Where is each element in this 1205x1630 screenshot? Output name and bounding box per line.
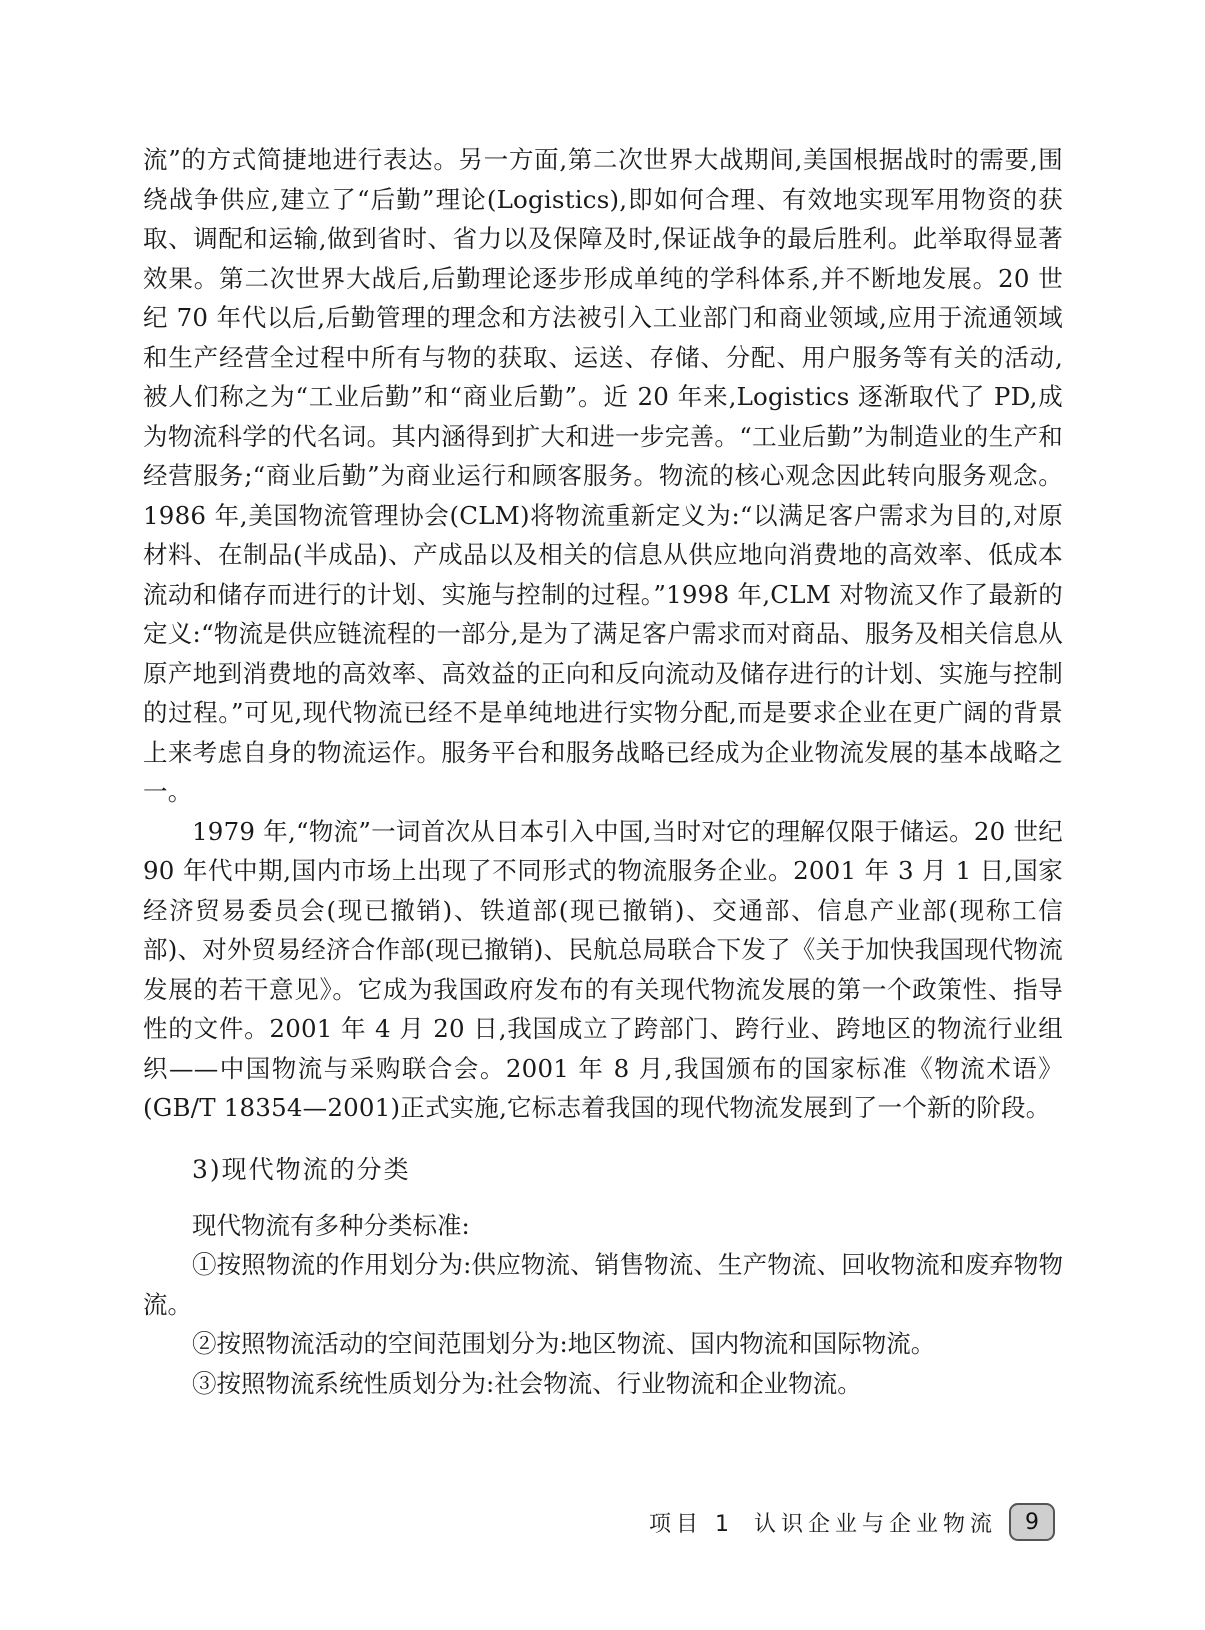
page-number: 9 — [1025, 1509, 1039, 1535]
list-item-2: ②按照物流活动的空间范围划分为:地区物流、国内物流和国际物流。 — [192, 1329, 936, 1358]
section-heading: 3)现代物流的分类 — [192, 1154, 411, 1184]
list-item-3: ③按照物流系统性质划分为:社会物流、行业物流和企业物流。 — [192, 1368, 862, 1398]
list-item-1: ①按照物流的作用划分为:供应物流、销售物流、生产物流、回收物流和废弃物物流。 — [143, 1250, 1063, 1319]
list-intro: 现代物流有多种分类标准: — [192, 1210, 470, 1240]
body-paragraph-1: 流”的方式简捷地进行表达。另一方面,第二次世界大战期间,美国根据战时的需要,围绕战争供应,建立了“后勤”理论(Logistics),即如何合理、有效地实现军用物资的获取、调配和运输,做到省时、省力以及保障及时,保证战争的最后胜利。此举取得显著效果。第二次世界大战后,后勤理论逐步形成单纯的学科体系,并不断地发展。20 世纪 70 年代以后,后勤管理的理念和方法被引入工业部门和商业领域,应用于流通领域和生产经营全过程中所有与物的获取、运送、存储、分配、用户服务等有关的活动,被人们称之为“工业后勤”和“商业后勤”。近 20 年来,Logistics 逐渐取代了 PD,成为物流科学的代名词。其内涵得到扩大和进一步完善。“工业后勤”为制造业的生产和经营服务;“商业后勤”为商业运行和顾客服务。物流的核心观念因此转向服务观念。1986 年,美国物流管理协会(CLM)将物流重新定义为:“以满足客户需求为目的,对原材料、在制品(半成品)、产成品以及相关的信息从供应地向消费地的高效率、低成本流动和储存而进行的计划、实施与控制的过程。”1998 年,CLM 对物流又作了最新的定义:“物流是供应链流程的一部分,是为了满足客户需求而对商品、服务及相关信息从原产地到消费地的高效率、高效益的正向和反向流动及储存进行的计划、实施与控制的过程。”可见,现代物流已经不是单纯地进行实物分配,而是要求企业在更广阔的背景上来考虑自身的物流运作。服务平台和服务战略已经成为企业物流发展的基本战略之一。 — [143, 145, 1063, 806]
body-paragraph-2: 1979 年,“物流”一词首次从日本引入中国,当时对它的理解仅限于储运。20 世纪 90 年代中期,国内市场上出现了不同形式的物流服务企业。2001 年 3 月 1 日,国家经济贸易委员会(现已撤销)、铁道部(现已撤销)、交通部、信息产业部(现称工信部)、对外贸易经济合作部(现已撤销)、民航总局联合下发了《关于加快我国现代物流发展的若干意见》。它成为我国政府发布的有关现代物流发展的第一个政策性、指导性的文件。2001 年 4 月 20 日,我国成立了跨部门、跨行业、跨地区的物流行业组织——中国物流与采购联合会。2001 年 8 月,我国颁布的国家标准《物流术语》(GB/T 18354—2001)正式实施,它标志着我国的现代物流发展到了一个新的阶段。 — [143, 816, 1063, 1122]
page-footer — [649, 1502, 1055, 1542]
footer-title: 认识企业与企业物流 — [753, 1511, 997, 1537]
page-number-badge — [1009, 1503, 1055, 1541]
page-body — [143, 140, 1063, 1403]
footer-chapter: 项目 1 — [648, 1511, 734, 1537]
